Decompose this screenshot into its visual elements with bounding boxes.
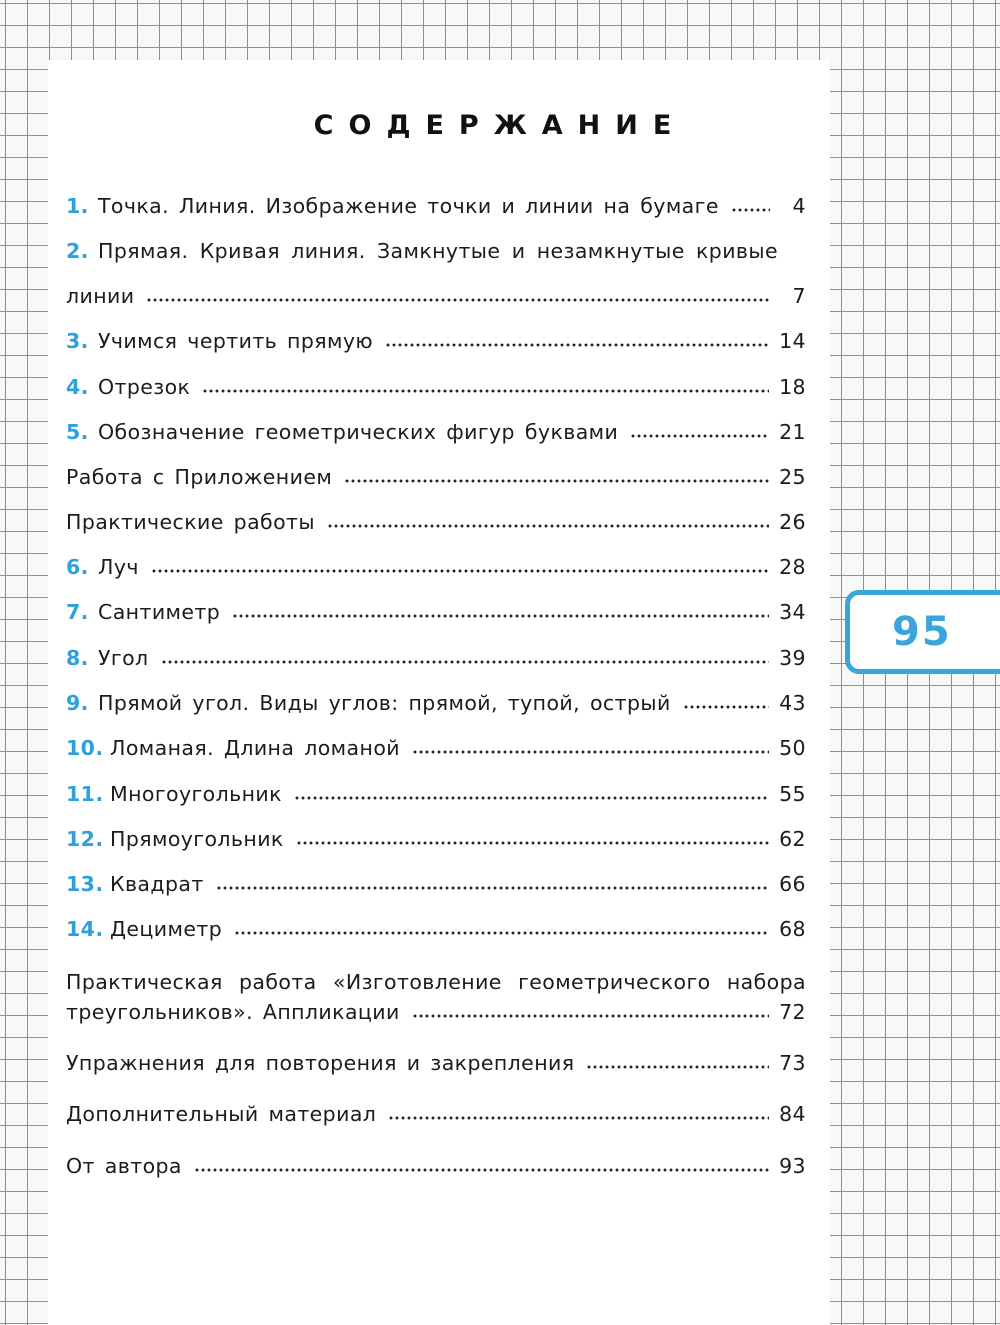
dot-leader <box>296 826 769 846</box>
toc-entry-label: Луч <box>98 555 139 579</box>
toc-entry-page: 68 <box>779 917 806 941</box>
toc-word: «Изготовление <box>332 970 502 994</box>
toc-entry-number: 12. <box>66 827 104 851</box>
toc-entry-number: 10. <box>66 736 104 760</box>
toc-entry-label: Угол <box>98 646 149 670</box>
toc-entry-page: 39 <box>779 646 806 670</box>
toc-entry[interactable] <box>66 779 806 809</box>
toc-entry-label: Отрезок <box>98 375 191 399</box>
toc-entry-page: 28 <box>779 555 806 579</box>
toc-entry-label: Многоугольник <box>110 782 282 806</box>
toc-entry-label: Упражнения для повторения и закрепления <box>66 1051 575 1075</box>
toc-entry-page: 34 <box>779 600 806 624</box>
toc-entry-number: 11. <box>66 782 104 806</box>
toc-entry[interactable] <box>66 967 806 997</box>
dot-leader <box>194 1153 769 1173</box>
page-title: СОДЕРЖАНИЕ <box>313 110 687 141</box>
toc-entry[interactable] <box>66 733 806 763</box>
toc-word: Замкнутые <box>376 239 501 263</box>
toc-entry-label: Точка. Линия. Изображение точки и линии на бумаге <box>98 194 719 218</box>
toc-entry-label: Учимся чертить прямую <box>98 329 374 353</box>
toc-entry-number: 1. <box>66 194 89 218</box>
toc-entry-page: 93 <box>779 1154 806 1178</box>
dot-leader <box>683 690 769 710</box>
toc-word: набора <box>726 970 806 994</box>
toc-entry-label: Прямой угол. Виды углов: прямой, тупой, острый <box>98 691 671 715</box>
toc-word: Кривая <box>199 239 280 263</box>
toc-entry-label: Ломаная. Длина ломаной <box>110 736 400 760</box>
toc-word: и <box>511 239 526 263</box>
toc-entry[interactable] <box>66 326 806 356</box>
toc-entry[interactable] <box>66 688 806 718</box>
toc-entry-page: 55 <box>779 782 806 806</box>
toc-entry-continuation[interactable] <box>66 281 806 311</box>
toc-entry-page: 14 <box>779 329 806 353</box>
toc-entry[interactable] <box>66 824 806 854</box>
toc-entry[interactable] <box>66 191 806 221</box>
toc-entry[interactable] <box>66 1048 806 1078</box>
toc-entry-label: Работа с Приложением <box>66 465 333 489</box>
dot-leader <box>412 999 769 1019</box>
toc-word: линия. <box>291 239 366 263</box>
toc-entry-page: 50 <box>779 736 806 760</box>
toc-entry-label: От автора <box>66 1154 182 1178</box>
dot-leader <box>344 464 769 484</box>
toc-entry-label: треугольников». Аппликации <box>66 1000 400 1024</box>
toc-entry-page: 25 <box>779 465 806 489</box>
toc-word: работа <box>238 970 317 994</box>
dot-leader <box>234 916 769 936</box>
dot-leader <box>202 374 769 394</box>
toc-entry[interactable] <box>66 914 806 944</box>
page-number: 95 <box>892 609 952 655</box>
toc-entry-page: 66 <box>779 872 806 896</box>
toc-entry-label: Сантиметр <box>98 600 221 624</box>
toc-entry-label: Обозначение геометрических фигур буквами <box>98 420 619 444</box>
toc-entry-label: Практические работы <box>66 510 315 534</box>
dot-leader <box>731 193 770 213</box>
toc-word: геометрического <box>518 970 711 994</box>
toc-entry-number: 5. <box>66 420 89 444</box>
toc-entry-page: 43 <box>779 691 806 715</box>
toc-entry-number: 4. <box>66 375 89 399</box>
toc-entry-label: Дециметр <box>110 917 223 941</box>
toc-entry-number: 6. <box>66 555 89 579</box>
toc-entry[interactable] <box>66 462 806 492</box>
dot-leader <box>151 554 769 574</box>
toc-entry[interactable] <box>66 417 806 447</box>
toc-entry-label-line1 <box>98 236 778 266</box>
toc-entry-label: Прямоугольник <box>110 827 284 851</box>
dot-leader <box>630 419 769 439</box>
toc-word: Прямая. <box>98 239 189 263</box>
toc-entry[interactable] <box>66 236 806 266</box>
toc-entry-label-line1 <box>66 967 806 997</box>
toc-entry-page: 62 <box>779 827 806 851</box>
toc-entry[interactable] <box>66 552 806 582</box>
toc-entry[interactable] <box>66 507 806 537</box>
toc-entry-number: 2. <box>66 239 89 263</box>
toc-entry[interactable] <box>66 869 806 899</box>
dot-leader <box>161 645 770 665</box>
toc-entry-page: 21 <box>779 420 806 444</box>
toc-entry-number: 8. <box>66 646 89 670</box>
dot-leader <box>327 509 769 529</box>
toc-entry-number: 13. <box>66 872 104 896</box>
toc-entry[interactable] <box>66 372 806 402</box>
dot-leader <box>294 781 769 801</box>
page-number-tab <box>845 590 1000 674</box>
toc-entry-continuation[interactable] <box>66 997 806 1027</box>
dot-leader <box>232 599 769 619</box>
toc-entry-number: 3. <box>66 329 89 353</box>
toc-word: кривые <box>696 239 778 263</box>
toc-word: Практическая <box>66 970 223 994</box>
dot-leader <box>216 871 769 891</box>
toc-entry-label: Дополнительный материал <box>66 1102 377 1126</box>
toc-entry[interactable] <box>66 1099 806 1129</box>
toc-entry-page: 73 <box>779 1051 806 1075</box>
toc-entry-number: 7. <box>66 600 89 624</box>
dot-leader <box>385 328 769 348</box>
toc-entry-label: Квадрат <box>110 872 204 896</box>
toc-entry[interactable] <box>66 597 806 627</box>
toc-entry-page: 4 <box>792 194 806 218</box>
toc-entry-page: 18 <box>779 375 806 399</box>
toc-entry[interactable] <box>66 1151 806 1181</box>
toc-entry[interactable] <box>66 643 806 673</box>
toc-entry-page: 84 <box>779 1102 806 1126</box>
dot-leader <box>388 1101 769 1121</box>
toc-word: незамкнутые <box>536 239 685 263</box>
toc-entry-number: 9. <box>66 691 89 715</box>
toc-entry-number: 14. <box>66 917 104 941</box>
dot-leader <box>586 1050 769 1070</box>
toc-entry-page: 7 <box>792 284 806 308</box>
dot-leader <box>146 283 770 303</box>
dot-leader <box>412 735 769 755</box>
toc-entry-page: 26 <box>779 510 806 534</box>
toc-entry-page: 72 <box>779 1000 806 1024</box>
toc-entry-label: линии <box>66 284 135 308</box>
